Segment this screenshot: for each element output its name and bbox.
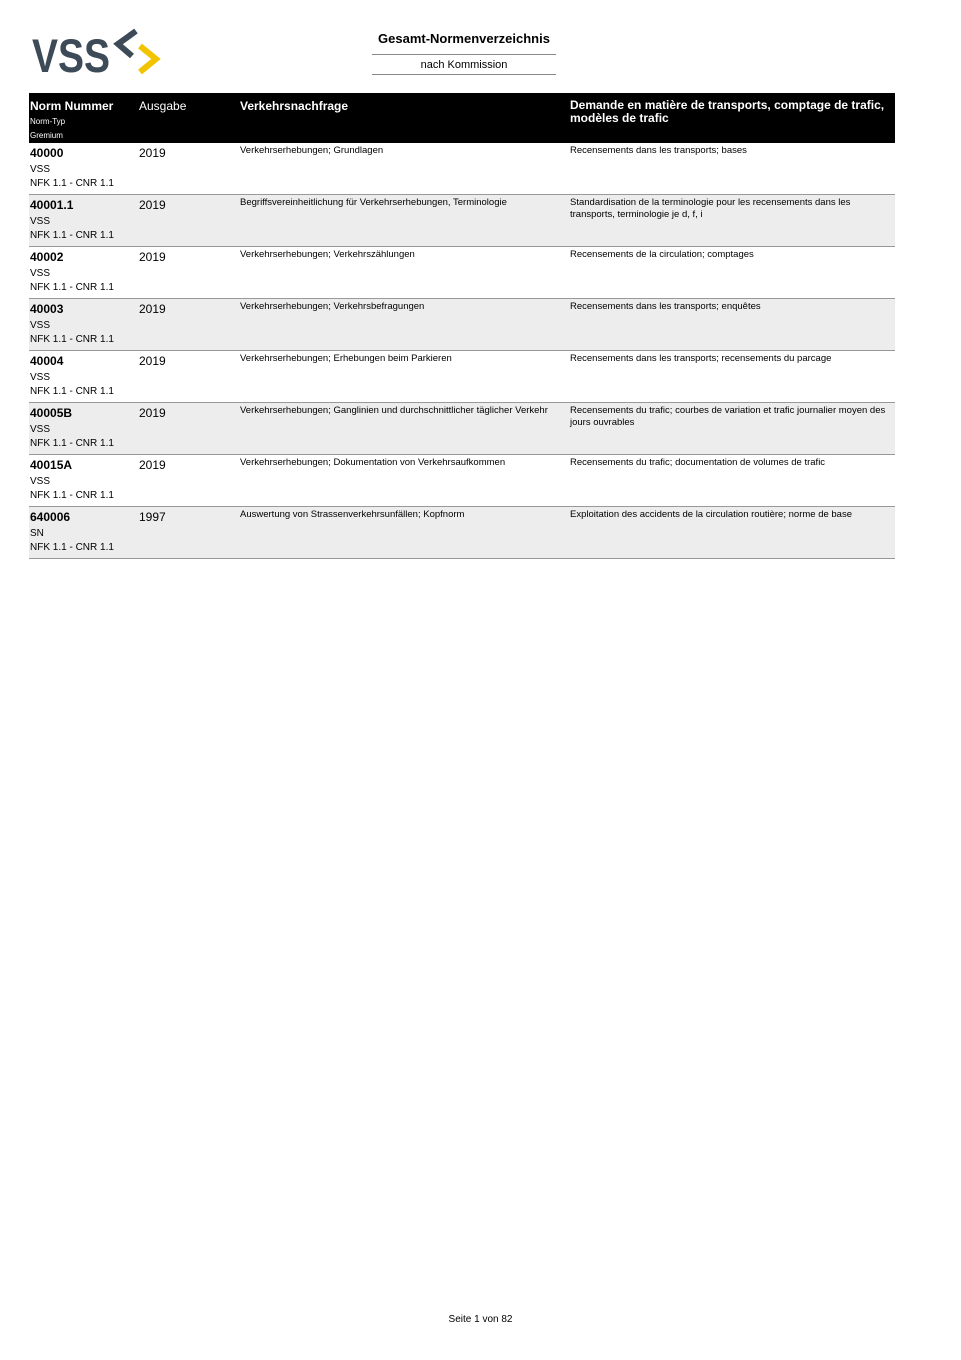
table-row [29,351,895,403]
gremium: NFK 1.1 - CNR 1.1 [30,282,114,293]
norm-type: VSS [30,320,51,331]
norm-type: VSS [30,216,51,227]
title-fr: Recensements dans les transports; bases [570,145,747,156]
vss-logo [32,28,162,78]
ausgabe: 2019 [139,146,166,160]
ausgabe: 2019 [139,302,166,316]
gremium: NFK 1.1 - CNR 1.1 [30,230,114,241]
norm-type: VSS [30,268,51,279]
header-gremium: Gremium [30,131,63,140]
header-norm-nummer: Norm Nummer [30,99,114,113]
gremium: NFK 1.1 - CNR 1.1 [30,386,114,397]
title-block [372,30,556,75]
gremium: NFK 1.1 - CNR 1.1 [30,334,114,345]
header-norm-typ: Norm-Typ [30,117,66,126]
gremium: NFK 1.1 - CNR 1.1 [30,490,114,501]
title-de: Verkehrserhebungen; Erhebungen beim Parkieren [240,353,452,364]
ausgabe: 2019 [139,198,166,212]
gremium: NFK 1.1 - CNR 1.1 [30,178,114,189]
table-row [29,507,895,559]
ausgabe: 2019 [139,354,166,368]
norm-type: SN [30,528,44,539]
gremium: NFK 1.1 - CNR 1.1 [30,438,114,449]
table-row [29,403,895,455]
title-de: Verkehrserhebungen; Grundlagen [240,145,384,156]
norm-type: VSS [30,164,51,175]
logo-chevron-yellow-icon [140,46,156,72]
gremium: NFK 1.1 - CNR 1.1 [30,542,114,553]
logo-chevron-dark-icon [118,31,136,56]
norm-number: 40003 [30,302,64,316]
title-fr: Recensements dans les transports; recensements du parcage [570,353,832,364]
title-de: Auswertung von Strassenverkehrsunfällen; Kopfnorm [240,509,465,520]
title-de: Begriffsvereinheitlichung für Verkehrserhebungen, Terminologie [240,197,507,208]
ausgabe: 1997 [139,510,166,524]
title-de: Verkehrserhebungen; Verkehrsbefragungen [240,301,425,312]
table-row [29,299,895,351]
table-row [29,247,895,299]
logo-text: VSS [32,29,110,78]
norm-type: VSS [30,424,51,435]
ausgabe: 2019 [139,406,166,420]
title-de: Verkehrserhebungen; Ganglinien und durchschnittlicher täglicher Verkehr [240,405,548,416]
norm-table [29,93,895,559]
title-de: Verkehrserhebungen; Verkehrszählungen [240,249,415,260]
ausgabe: 2019 [139,250,166,264]
table-row [29,143,895,195]
header-ausgabe: Ausgabe [139,99,187,113]
table-row [29,195,895,247]
norm-number: 40004 [30,354,64,368]
header-fr: Demande en matière de transports, comptage de trafic, modèles de trafic [570,98,885,125]
norm-number: 40005B [30,406,73,420]
title-fr: Recensements de la circulation; comptages [570,249,754,260]
table-row [29,455,895,507]
page-subtitle: nach Kommission [372,56,556,75]
page-number: Seite 1 von 82 [448,1314,513,1325]
title-de: Verkehrserhebungen; Dokumentation von Verkehrsaufkommen [240,457,506,468]
norm-number: 40001.1 [30,198,74,212]
norm-number: 640006 [30,510,71,524]
table-header [29,93,895,143]
norm-number: 40000 [30,146,64,160]
title-fr: Recensements du trafic; courbes de variation et trafic journalier moyen des jours ouvrables [570,405,886,428]
title-fr: Recensements dans les transports; enquêtes [570,301,761,312]
page-title: Gesamt-Normenverzeichnis [372,30,556,55]
norm-type: VSS [30,476,51,487]
norm-type: VSS [30,372,51,383]
title-fr: Recensements du trafic; documentation de volumes de trafic [570,457,826,468]
norm-number: 40015A [30,458,73,472]
ausgabe: 2019 [139,458,166,472]
norm-number: 40002 [30,250,64,264]
title-fr: Exploitation des accidents de la circulation routière; norme de base [570,509,852,520]
title-fr: Standardisation de la terminologie pour les recensements dans les transports, terminologie je d, f, i [570,197,851,220]
header-de: Verkehrsnachfrage [240,99,349,113]
